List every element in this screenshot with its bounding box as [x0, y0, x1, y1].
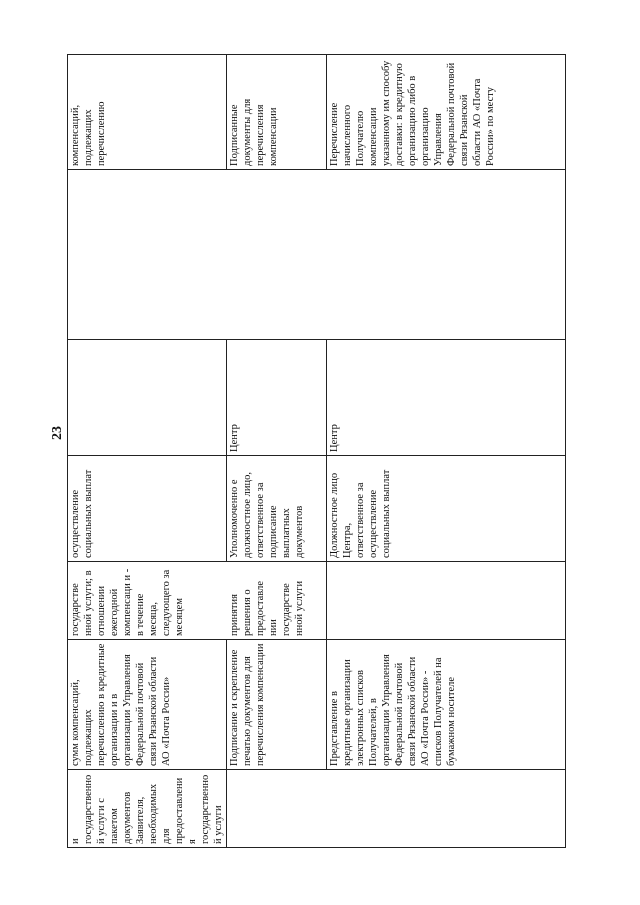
- table-cell: Уполномоченно е должностное лицо, ответственное за подписание выплатных документов: [227, 456, 327, 562]
- table-cell: Перечисление начисленного Получателю компенсации указанному им способу доставки: в кредитную организацию либо в организацию Управления Федеральной почтовой связи Рязанской области АО «Почта России» по месту: [327, 55, 566, 170]
- table-cell: [68, 340, 227, 456]
- table-cell: государстве нной услуги; в отношении ежегодной компенсаци и - в течение месяца, следующего за месяцем: [68, 562, 227, 640]
- procedure-table: [67, 54, 566, 848]
- table-cell: осуществление социальных выплат: [68, 456, 227, 562]
- table-cell: Подписанные документы для перечисления компенсации: [227, 55, 327, 170]
- table-cell: [68, 170, 566, 340]
- table-cell: и государственно й услуги с пакетом документов Заявителя, необходимых для предоставления государственно й услуги: [68, 770, 227, 848]
- table-cell: Центр: [327, 340, 566, 456]
- table-cell: компенсаций, подлежащих перечислению: [68, 55, 227, 170]
- table-row: [68, 55, 227, 848]
- rotated-table-container: [67, 55, 566, 848]
- table-cell: Должностное лицо Центра, ответственное за осуществление социальных выплат: [327, 456, 566, 562]
- table-cell: [227, 770, 327, 848]
- table-cell: [327, 770, 566, 848]
- table-cell: [327, 562, 566, 640]
- table-cell: принятия решения о предоставле нии государстве нной услуги: [227, 562, 327, 640]
- table-cell: Центр: [227, 340, 327, 456]
- table-cell: Представление в кредитные организации электронных списков Получателей, в организации Управления Федеральной почтовой связи Рязанской области АО «Почта России» - списков Получателей на бумажном носителе: [327, 640, 566, 770]
- table-cell: сумм компенсаций, подлежащих перечислению в кредитные организации и в организации Управления Федеральной почтовой связи Рязанской области АО «Почта России»: [68, 640, 227, 770]
- table-cell: Подписание и скрепление печатью документов для перечисления компенсации: [227, 640, 327, 770]
- page-number: 23: [50, 426, 65, 440]
